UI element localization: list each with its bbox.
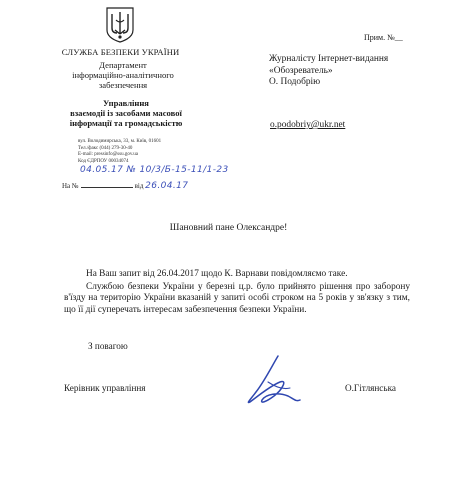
reference-row: [62, 181, 188, 191]
ref-blank-line: [81, 187, 133, 188]
recipient-line: О. Подобрію: [269, 77, 321, 88]
recipient-line: «Обозреватель»: [269, 65, 333, 76]
recipient-block: [269, 54, 439, 89]
ref-label: На №: [62, 182, 79, 190]
contact-address: вул. Володимирська, 33, м. Київ, 01601: [78, 139, 162, 144]
signer-name: О.Гітлянська: [345, 383, 396, 393]
contact-phone: Тел./факс (044) 279-30-40: [78, 145, 133, 151]
department-line: інформаційно-аналітичного: [72, 70, 174, 80]
service-name: СЛУЖБА БЕЗПЕКИ УКРАЇНИ: [61, 47, 180, 57]
recipient-email[interactable]: o.podobriy@ukr.net: [270, 120, 346, 130]
contact-code: Код ЄДРПОУ 00034074: [78, 158, 129, 164]
handwritten-registration-number: 04.05.17 № 10/3/Б-15-11/1-23: [80, 165, 229, 175]
paragraph-1: На Ваш запит від 26.04.2017 щодо К. Варнави повідомляємо таке.: [86, 269, 348, 279]
paragraph-2: Службою безпеки України у березні ц.р. було прийнято рішення про заборону в'їзду на територію України вказаній у запиті особі строком на 5 років у зв'язку з тим, що її дії суперечать інтересам забезпечення безпеки України.: [64, 282, 410, 315]
department-line: Департамент: [99, 60, 147, 70]
division-line: інформації та громадськістю: [69, 118, 183, 128]
signer-title: Керівник управління: [64, 383, 146, 393]
contact-email: E-mail: pressinfo@ssu.gov.ua: [78, 152, 138, 158]
department-block: [58, 60, 188, 90]
copy-number: Прим. №__: [364, 33, 403, 42]
ref-date: 26.04.17: [145, 181, 189, 191]
handwritten-signature: [238, 352, 308, 412]
contacts-block: [78, 139, 178, 165]
division-line: взаємодії із засобами масової: [70, 108, 182, 118]
trident-emblem-icon: [105, 6, 135, 43]
greeting: Шановний пане Олександре!: [169, 223, 288, 233]
division-block: [56, 98, 196, 128]
closing: З повагою: [88, 341, 128, 351]
from-label: від: [134, 182, 144, 190]
department-line: забезпечення: [98, 80, 148, 90]
division-line: Управління: [103, 98, 149, 108]
recipient-line: Журналісту Інтернет-видання: [269, 54, 389, 64]
